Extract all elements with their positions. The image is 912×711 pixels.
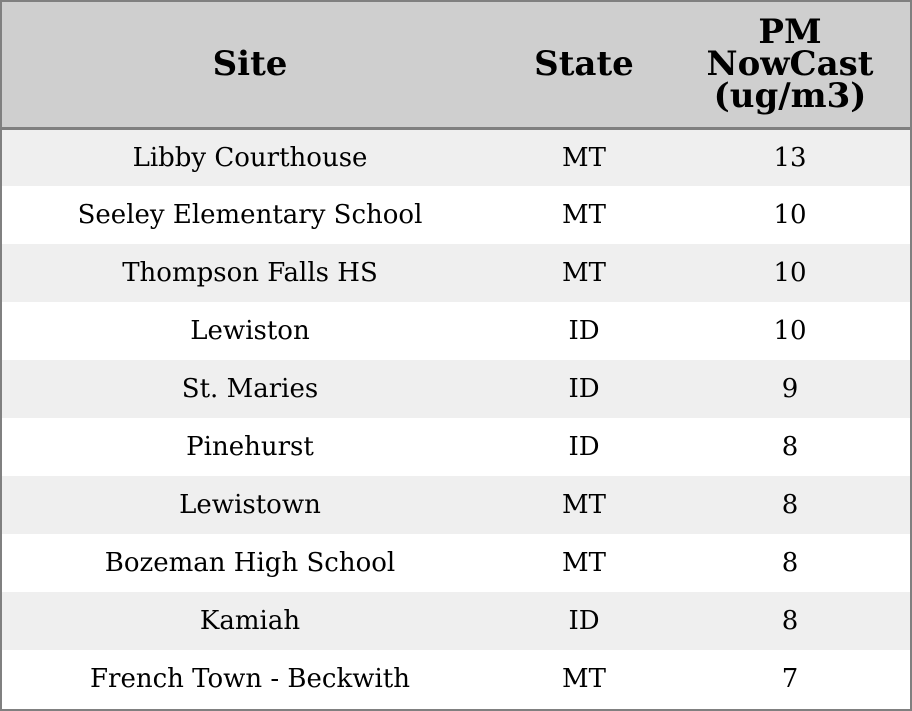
header-pm-nowcast xyxy=(670,2,910,128)
cell-state: MT xyxy=(562,142,606,173)
table-row xyxy=(2,476,910,534)
header-state: State xyxy=(498,2,670,128)
table-row xyxy=(2,534,910,592)
cell-state: ID xyxy=(568,606,600,636)
cell-site: French Town - Beckwith xyxy=(89,664,411,694)
cell-pm: 10 xyxy=(773,258,807,288)
header-row xyxy=(2,2,910,128)
cell-pm: 9 xyxy=(781,374,799,404)
table-row xyxy=(2,418,910,476)
table-row xyxy=(2,128,910,186)
cell-site: Lewistown xyxy=(179,490,321,520)
cell-state: MT xyxy=(562,490,606,520)
header-site: Site xyxy=(2,2,498,128)
cell-pm: 7 xyxy=(781,664,799,694)
table-row xyxy=(2,592,910,650)
table-row xyxy=(2,650,910,708)
cell-state: ID xyxy=(568,432,600,462)
cell-site: Kamiah xyxy=(199,606,301,636)
header-pm-line-3: (ug/m3) xyxy=(713,76,867,117)
table-body xyxy=(2,128,910,708)
cell-pm: 8 xyxy=(781,432,799,462)
cell-site: St. Maries xyxy=(181,374,319,404)
table-row xyxy=(2,186,910,244)
cell-pm: 13 xyxy=(773,142,807,173)
cell-state: MT xyxy=(562,258,606,288)
cell-state: MT xyxy=(562,548,606,578)
pm-nowcast-table xyxy=(2,2,910,708)
cell-site: Lewiston xyxy=(190,316,310,346)
cell-pm: 8 xyxy=(781,606,799,636)
table-row xyxy=(2,244,910,302)
cell-state: ID xyxy=(568,316,600,346)
cell-state: MT xyxy=(562,200,606,230)
table-header xyxy=(2,2,910,128)
table-row xyxy=(2,360,910,418)
cell-pm: 8 xyxy=(781,490,799,520)
table-row xyxy=(2,302,910,360)
cell-site: Pinehurst xyxy=(186,432,314,462)
cell-site: Bozeman High School xyxy=(104,548,396,578)
cell-site: Seeley Elementary School xyxy=(77,200,423,230)
cell-pm: 8 xyxy=(781,548,799,578)
cell-state: ID xyxy=(568,374,600,404)
header-pm-line-1: PM xyxy=(758,12,822,53)
cell-pm: 10 xyxy=(773,200,807,230)
cell-site: Libby Courthouse xyxy=(132,142,368,173)
cell-state: MT xyxy=(562,664,606,694)
header-pm-line-2: NowCast xyxy=(706,44,874,85)
cell-site: Thompson Falls HS xyxy=(122,258,378,288)
cell-pm: 10 xyxy=(773,316,807,346)
